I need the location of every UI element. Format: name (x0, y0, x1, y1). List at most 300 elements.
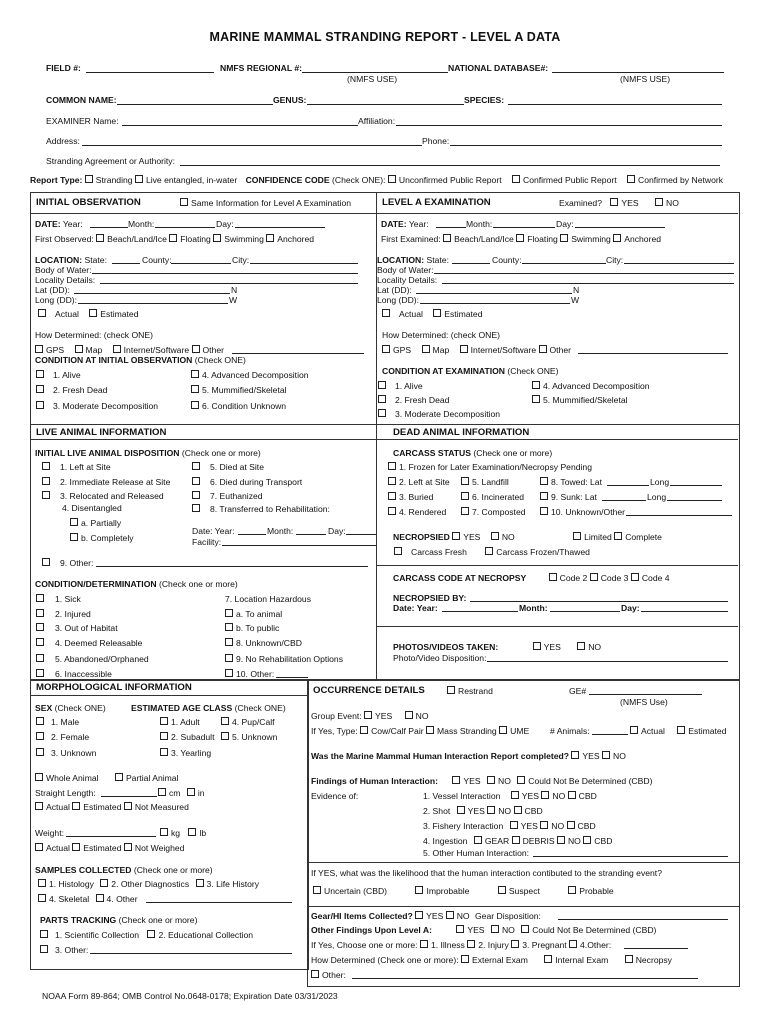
shot-cbd-label: CBD (524, 806, 543, 816)
other-findings-yes-checkbox[interactable] (456, 925, 464, 933)
stranding-label: Stranding (95, 175, 133, 185)
educational-checkbox[interactable] (147, 930, 155, 938)
levela-swimming-label: Swimming (571, 234, 611, 244)
injury-label: 2. Injury (478, 940, 509, 950)
ume-checkbox[interactable] (499, 726, 507, 734)
initial-day-input[interactable] (235, 227, 325, 228)
age-pup-checkbox[interactable] (221, 717, 229, 725)
other-findings-yes-label: YES (467, 925, 485, 935)
levela-internet-label: Internet/Software (470, 345, 537, 355)
levela-estimated-checkbox[interactable] (433, 309, 441, 317)
initial-state-input[interactable] (112, 263, 140, 264)
skeletal-checkbox[interactable] (38, 894, 46, 902)
carcass-s5-checkbox[interactable] (461, 477, 469, 485)
genus-label: GENUS: (273, 95, 307, 105)
levela-lat-label: Lat (DD): (377, 285, 412, 295)
confirmed-network-checkbox[interactable] (627, 175, 635, 183)
how-other-checkbox[interactable] (311, 970, 319, 978)
levela-long-input[interactable] (420, 303, 570, 304)
levela-c4-checkbox[interactable] (532, 381, 540, 389)
confirmed-public-checkbox[interactable] (512, 175, 520, 183)
levela-date-label: DATE: Year: (381, 219, 429, 229)
levela-actual-label: Actual (399, 309, 423, 319)
live-d4b-checkbox[interactable] (70, 533, 78, 541)
agreement-input[interactable] (180, 165, 720, 166)
necropsy-year-input[interactable] (442, 611, 518, 612)
samples-other-input[interactable] (146, 902, 292, 903)
anchored-checkbox[interactable] (266, 234, 274, 242)
probable-checkbox[interactable] (568, 886, 576, 894)
cd9-checkbox[interactable] (225, 654, 233, 662)
other-hi-label: 5. Other Human Interaction: (423, 848, 530, 858)
nmfs-use-note: (NMFS USE) (347, 74, 398, 84)
vessel-cbd-checkbox[interactable] (568, 791, 576, 799)
divider-dead-photos (376, 626, 738, 627)
initial-other-checkbox[interactable] (192, 345, 200, 353)
national-db-input[interactable] (552, 72, 724, 73)
shot-label: 2. Shot (423, 806, 451, 816)
age-unknown: 5. Unknown (221, 732, 277, 743)
hi-report-yes-checkbox[interactable] (571, 751, 579, 759)
affiliation-input[interactable] (396, 125, 722, 126)
cd7b-checkbox[interactable] (225, 623, 233, 631)
whole-animal-label: Whole Animal (46, 773, 99, 783)
live-d4: 4. Disentangled (62, 503, 122, 513)
ingestion-cbd-label: CBD (594, 836, 613, 846)
levela-other-checkbox[interactable] (539, 345, 547, 353)
group-no-checkbox[interactable] (405, 711, 413, 719)
age-pup: 4. Pup/Calf (221, 717, 275, 728)
weight-lb-checkbox[interactable] (188, 828, 196, 836)
carcass-s6: 6. Incinerated (461, 492, 524, 503)
photos-yes-checkbox[interactable] (533, 642, 541, 650)
limited-checkbox[interactable] (573, 532, 581, 540)
confirmed-network-label: Confirmed by Network (638, 175, 724, 185)
life-history-checkbox[interactable] (196, 879, 204, 887)
live-d7-checkbox[interactable] (192, 491, 200, 499)
weight-units-row (160, 828, 206, 839)
cd10-checkbox[interactable] (225, 669, 233, 677)
live-d1-checkbox[interactable] (42, 462, 50, 470)
vessel-interaction-label: 1. Vessel Interaction (423, 791, 501, 801)
cd10-input[interactable] (276, 677, 308, 678)
ingestion-no-checkbox[interactable] (557, 836, 565, 844)
live-rehab-month-input[interactable] (296, 534, 326, 535)
group-event-row (311, 711, 429, 722)
cd5: 5. Abandoned/Orphaned (36, 654, 149, 665)
age-unknown-checkbox[interactable] (221, 732, 229, 740)
initial-month-input[interactable] (155, 227, 215, 228)
cd2: 2. Injured (36, 609, 91, 620)
necropsy-checkbox[interactable] (625, 955, 633, 963)
cd8-checkbox[interactable] (225, 638, 233, 646)
cow-calf-checkbox[interactable] (360, 726, 368, 734)
ingestion-debris-label: DEBRIS (522, 836, 555, 846)
internal-exam-label: Internal Exam (555, 955, 609, 965)
findings-cbd-label: Could Not Be Determined (CBD) (528, 776, 653, 786)
photos-label: PHOTOS/VIDEOS TAKEN: (393, 642, 499, 652)
sunk-long-input[interactable] (667, 500, 722, 501)
live-d4a-checkbox[interactable] (70, 518, 78, 526)
common-name-input[interactable] (117, 104, 273, 105)
initial-condition-title: CONDITION AT INITIAL OBSERVATION (Check ONE) (35, 355, 246, 365)
gear-no-checkbox[interactable] (446, 911, 454, 919)
carcass-s8-checkbox[interactable] (540, 477, 548, 485)
num-estimated-checkbox[interactable] (677, 726, 685, 734)
other-findings-no-checkbox[interactable] (491, 925, 499, 933)
carcass-s2-checkbox[interactable] (388, 477, 396, 485)
pregnant-checkbox[interactable] (511, 940, 519, 948)
carcass-s1-checkbox[interactable] (388, 462, 396, 470)
live-d8-checkbox[interactable] (192, 504, 200, 512)
levela-estimated-label: Estimated (444, 309, 483, 319)
group-event-label: Group Event: (311, 711, 362, 721)
live-facility-input[interactable] (222, 545, 376, 546)
initial-county-label: County: (142, 255, 172, 265)
live-d9-input[interactable] (96, 566, 368, 567)
injury-checkbox[interactable] (467, 940, 475, 948)
whole-animal-checkbox[interactable] (35, 773, 43, 781)
live-d5-checkbox[interactable] (192, 462, 200, 470)
group-no-label: NO (415, 711, 429, 721)
carcass-s10: 10. Unknown/Other (540, 507, 625, 518)
external-exam-checkbox[interactable] (461, 955, 469, 963)
examined-yes-checkbox[interactable] (610, 198, 618, 206)
length-cm-checkbox[interactable] (158, 788, 166, 796)
complete-checkbox[interactable] (614, 532, 622, 540)
live-rehab-day-input[interactable] (346, 534, 376, 535)
live-d6: 6. Died during Transport (192, 477, 302, 488)
photo-disposition-label: Photo/Video Disposition: (393, 653, 487, 663)
weight-kg-checkbox[interactable] (160, 828, 168, 836)
levela-title: LEVEL A EXAMINATION (382, 197, 491, 208)
initial-lat-input[interactable] (74, 293, 230, 294)
same-info-checkbox[interactable] (180, 198, 188, 206)
code4-checkbox[interactable] (631, 573, 639, 581)
cd7a-checkbox[interactable] (225, 609, 233, 617)
findings-yes-checkbox[interactable] (452, 776, 460, 784)
carcass-s9-checkbox[interactable] (540, 492, 548, 500)
unconfirmed-checkbox[interactable] (388, 175, 396, 183)
carcass-s10-checkbox[interactable] (540, 507, 548, 515)
length-estimated-checkbox[interactable] (72, 802, 80, 810)
live-rehab-year-input[interactable] (238, 534, 266, 535)
initial-actual-checkbox[interactable] (38, 309, 46, 317)
photo-disposition-input[interactable] (487, 661, 728, 662)
vessel-yes-checkbox[interactable] (511, 791, 519, 799)
photos-no-checkbox[interactable] (577, 642, 585, 650)
carcass-s4-checkbox[interactable] (388, 507, 396, 515)
ingestion-debris-checkbox[interactable] (512, 836, 520, 844)
sex-unknown-checkbox[interactable] (36, 748, 44, 756)
fishery-yes-checkbox[interactable] (510, 821, 518, 829)
findings-other-input[interactable] (624, 948, 688, 949)
necropsied-yes-checkbox[interactable] (452, 532, 460, 540)
same-info-row (180, 198, 351, 209)
weight-estimated-label: Estimated (83, 843, 122, 853)
uncertain-checkbox[interactable] (313, 886, 321, 894)
illness-checkbox[interactable] (420, 940, 428, 948)
live-d3-checkbox[interactable] (42, 491, 50, 499)
necropsy-label: Necropsy (635, 955, 672, 965)
levela-beach-checkbox[interactable] (443, 234, 451, 242)
weight-lb-label: lb (199, 828, 207, 838)
cd2-checkbox[interactable] (36, 609, 44, 617)
evidence-shot-row (423, 806, 543, 817)
towed-long-input[interactable] (670, 485, 722, 486)
live-entangled-checkbox[interactable] (135, 175, 143, 183)
parts-other-label: 3. Other: (55, 945, 89, 955)
weight-actual-checkbox[interactable] (35, 843, 43, 851)
dead-animal-title: DEAD ANIMAL INFORMATION (393, 427, 530, 438)
carcass-fresh-row (394, 547, 590, 558)
fishery-cbd-label: CBD (577, 821, 596, 831)
findings-no-checkbox[interactable] (487, 776, 495, 784)
initial-county-input[interactable] (171, 263, 231, 264)
carcass-s7-checkbox[interactable] (461, 507, 469, 515)
straight-length-input[interactable] (101, 796, 157, 797)
levela-month-input[interactable] (493, 227, 555, 228)
not-measured-checkbox[interactable] (124, 802, 132, 810)
vessel-no-checkbox[interactable] (541, 791, 549, 799)
cd3-checkbox[interactable] (36, 623, 44, 631)
group-type-row (311, 726, 529, 737)
unknown-other-input[interactable] (626, 515, 732, 516)
suspect-checkbox[interactable] (498, 886, 506, 894)
levela-body-water-input[interactable] (434, 273, 734, 274)
initial-city-input[interactable] (250, 263, 358, 264)
weight-input[interactable] (66, 836, 156, 837)
gear-yes-label: YES (426, 911, 444, 921)
cd7b: b. To public (225, 623, 279, 634)
levela-internet-checkbox[interactable] (460, 345, 468, 353)
weight-estimated-checkbox[interactable] (72, 843, 80, 851)
levela-state-input[interactable] (452, 263, 490, 264)
gear-no-label: NO (456, 911, 470, 921)
cow-calf-label: Cow/Calf Pair (371, 726, 424, 736)
stranding-checkbox[interactable] (85, 175, 93, 183)
initial-c5-checkbox[interactable] (191, 385, 199, 393)
age-yearling-checkbox[interactable] (160, 748, 168, 756)
levela-c1-checkbox[interactable] (378, 381, 386, 389)
necropsy-month-input[interactable] (550, 611, 620, 612)
fishery-no-checkbox[interactable] (540, 821, 548, 829)
carcass-frozen-checkbox[interactable] (485, 547, 493, 555)
photos-no-label: NO (588, 642, 602, 652)
sex-female-checkbox[interactable] (36, 732, 44, 740)
initial-c1-checkbox[interactable] (36, 370, 44, 378)
levela-floating-checkbox[interactable] (516, 234, 524, 242)
partial-animal-checkbox[interactable] (115, 773, 123, 781)
findings-other-checkbox[interactable] (569, 940, 577, 948)
not-weighed-checkbox[interactable] (124, 843, 132, 851)
carcass-s2: 2. Left at Site (388, 477, 450, 488)
swimming-checkbox[interactable] (213, 234, 221, 242)
parts-other-input[interactable] (90, 953, 292, 954)
cd5-checkbox[interactable] (36, 654, 44, 662)
carcass-s9: 9. Sunk: Lat (540, 492, 597, 503)
initial-c2: 2. Fresh Dead (36, 385, 107, 396)
examined-yes-label: YES (621, 198, 639, 208)
levela-day-input[interactable] (575, 227, 665, 228)
samples-other-checkbox[interactable] (96, 894, 104, 902)
length-in-checkbox[interactable] (187, 788, 195, 796)
nmfs-regional-input[interactable] (302, 72, 448, 73)
restrand-row (447, 686, 493, 697)
levela-county-input[interactable] (522, 263, 606, 264)
hi-report-no-checkbox[interactable] (602, 751, 610, 759)
diagnostics-label: 2. Other Diagnostics (111, 879, 190, 889)
levela-gps-checkbox[interactable] (382, 345, 390, 353)
carcass-s3: 3. Buried (388, 492, 433, 503)
sex-male-checkbox[interactable] (36, 717, 44, 725)
findings-no-label: NO (497, 776, 511, 786)
code2-checkbox[interactable] (549, 573, 557, 581)
histology-checkbox[interactable] (38, 879, 46, 887)
floating-checkbox[interactable] (169, 234, 177, 242)
how-determined-row (311, 955, 672, 966)
levela-locality-input[interactable] (442, 283, 734, 284)
address-label: Address: (46, 136, 80, 146)
other-findings-cbd-checkbox[interactable] (521, 925, 529, 933)
carcass-s7: 7. Composted (461, 507, 526, 518)
levela-lat-input[interactable] (416, 293, 572, 294)
necropsied-by-input[interactable] (470, 601, 728, 602)
beach-checkbox[interactable] (96, 234, 104, 242)
initial-c3-checkbox[interactable] (36, 401, 44, 409)
mass-stranding-checkbox[interactable] (426, 726, 434, 734)
levela-c3-checkbox[interactable] (378, 409, 386, 417)
num-animals-input[interactable] (592, 734, 628, 735)
initial-gps-checkbox[interactable] (35, 345, 43, 353)
necropsied-no-checkbox[interactable] (491, 532, 499, 540)
live-d2-checkbox[interactable] (42, 477, 50, 485)
code3-checkbox[interactable] (590, 573, 598, 581)
improbable-checkbox[interactable] (415, 886, 423, 894)
first-examined-label: First Examined: (381, 234, 441, 244)
levela-year-input[interactable] (436, 227, 466, 228)
cd1-checkbox[interactable] (36, 594, 44, 602)
carcass-s3-checkbox[interactable] (388, 492, 396, 500)
levela-how-label: How Determined: (check ONE) (382, 330, 500, 340)
carcass-code-row (393, 573, 670, 584)
examined-no-checkbox[interactable] (655, 198, 663, 206)
initial-city-label: City: (232, 255, 250, 265)
initial-long-input[interactable] (78, 303, 228, 304)
divider-levela-header (376, 213, 738, 214)
cd6-checkbox[interactable] (36, 669, 44, 677)
field-input[interactable] (86, 72, 214, 73)
initial-internet-checkbox[interactable] (113, 345, 121, 353)
levela-c2-checkbox[interactable] (378, 395, 386, 403)
age-subadult-checkbox[interactable] (160, 732, 168, 740)
shot-cbd-checkbox[interactable] (514, 806, 522, 814)
levela-anchored-checkbox[interactable] (613, 234, 621, 242)
carcass-fresh-checkbox[interactable] (394, 547, 402, 555)
cd4-checkbox[interactable] (36, 638, 44, 646)
initial-other-input[interactable] (232, 353, 364, 354)
carcass-s5: 5. Landfill (461, 477, 509, 488)
initial-c2-checkbox[interactable] (36, 385, 44, 393)
levela-gps-label: GPS (393, 345, 412, 355)
other-hi-input[interactable] (533, 856, 728, 857)
scientific-checkbox[interactable] (40, 930, 48, 938)
phone-input[interactable] (450, 145, 722, 146)
carcass-s6-checkbox[interactable] (461, 492, 469, 500)
limited-label: Limited (584, 532, 612, 542)
initial-locality-input[interactable] (100, 283, 358, 284)
age-adult-checkbox[interactable] (160, 717, 168, 725)
gear-disposition-input[interactable] (558, 919, 728, 920)
diagnostics-checkbox[interactable] (100, 879, 108, 887)
species-input[interactable] (508, 104, 722, 105)
shot-no-checkbox[interactable] (487, 806, 495, 814)
ge-input[interactable] (589, 694, 702, 695)
levela-city-input[interactable] (624, 263, 734, 264)
necropsy-day-input[interactable] (641, 611, 728, 612)
shot-yes-checkbox[interactable] (457, 806, 465, 814)
levela-c5-checkbox[interactable] (532, 395, 540, 403)
initial-c4: 4. Advanced Decomposition (191, 370, 309, 381)
initial-c6-checkbox[interactable] (191, 401, 199, 409)
fishery-cbd-checkbox[interactable] (567, 821, 575, 829)
gear-yes-checkbox[interactable] (415, 911, 423, 919)
num-actual-checkbox[interactable] (630, 726, 638, 734)
gear-collected-label: Gear/HI Items Collected? (311, 911, 413, 921)
initial-estimated-checkbox[interactable] (89, 309, 97, 317)
restrand-checkbox[interactable] (447, 686, 455, 694)
levela-map-checkbox[interactable] (422, 345, 430, 353)
genus-input[interactable] (307, 104, 464, 105)
live-d9-checkbox[interactable] (42, 558, 50, 566)
sunk-lat-input[interactable] (602, 500, 646, 501)
live-d5: 5. Died at Site (192, 462, 264, 473)
initial-map-checkbox[interactable] (75, 345, 83, 353)
internal-exam-checkbox[interactable] (544, 955, 552, 963)
parts-other-checkbox[interactable] (40, 945, 48, 953)
probable-label: Probable (579, 886, 614, 896)
how-other-input[interactable] (352, 978, 698, 979)
live-d6-checkbox[interactable] (192, 477, 200, 485)
evidence-fishery-row (423, 821, 596, 832)
ingestion-gear-checkbox[interactable] (474, 836, 482, 844)
form-footer: NOAA Form 89-864; OMB Control No.0648-0178; Expiration Date 03/31/2023 (42, 991, 338, 1001)
initial-year-input[interactable] (90, 227, 128, 228)
initial-body-water-input[interactable] (92, 273, 358, 274)
levela-swimming-checkbox[interactable] (560, 234, 568, 242)
live-d3: 3. Relocated and Released (42, 491, 164, 502)
live-disposition-title: INITIAL LIVE ANIMAL DISPOSITION (Check one or more) (35, 448, 261, 458)
findings-cbd-checkbox[interactable] (517, 776, 525, 784)
group-yes-checkbox[interactable] (364, 711, 372, 719)
levela-actual-checkbox[interactable] (382, 309, 390, 317)
initial-c5: 5. Mummified/Skeletal (191, 385, 287, 396)
initial-c3: 3. Moderate Decomposition (36, 401, 158, 412)
examiner-input[interactable] (122, 125, 358, 126)
evidence-vessel-row (423, 791, 597, 802)
samples-other-label: 4. Other (106, 894, 138, 904)
address-input[interactable] (82, 145, 422, 146)
initial-c4-checkbox[interactable] (191, 370, 199, 378)
not-weighed-label: Not Weighed (134, 843, 185, 853)
cd10: 10. Other: (225, 669, 274, 680)
necropsied-row (393, 532, 662, 543)
ingestion-cbd-checkbox[interactable] (583, 836, 591, 844)
length-actual-checkbox[interactable] (35, 802, 43, 810)
levela-other-input[interactable] (578, 353, 728, 354)
towed-lat-input[interactable] (607, 485, 649, 486)
weight-actual-label: Actual (46, 843, 70, 853)
